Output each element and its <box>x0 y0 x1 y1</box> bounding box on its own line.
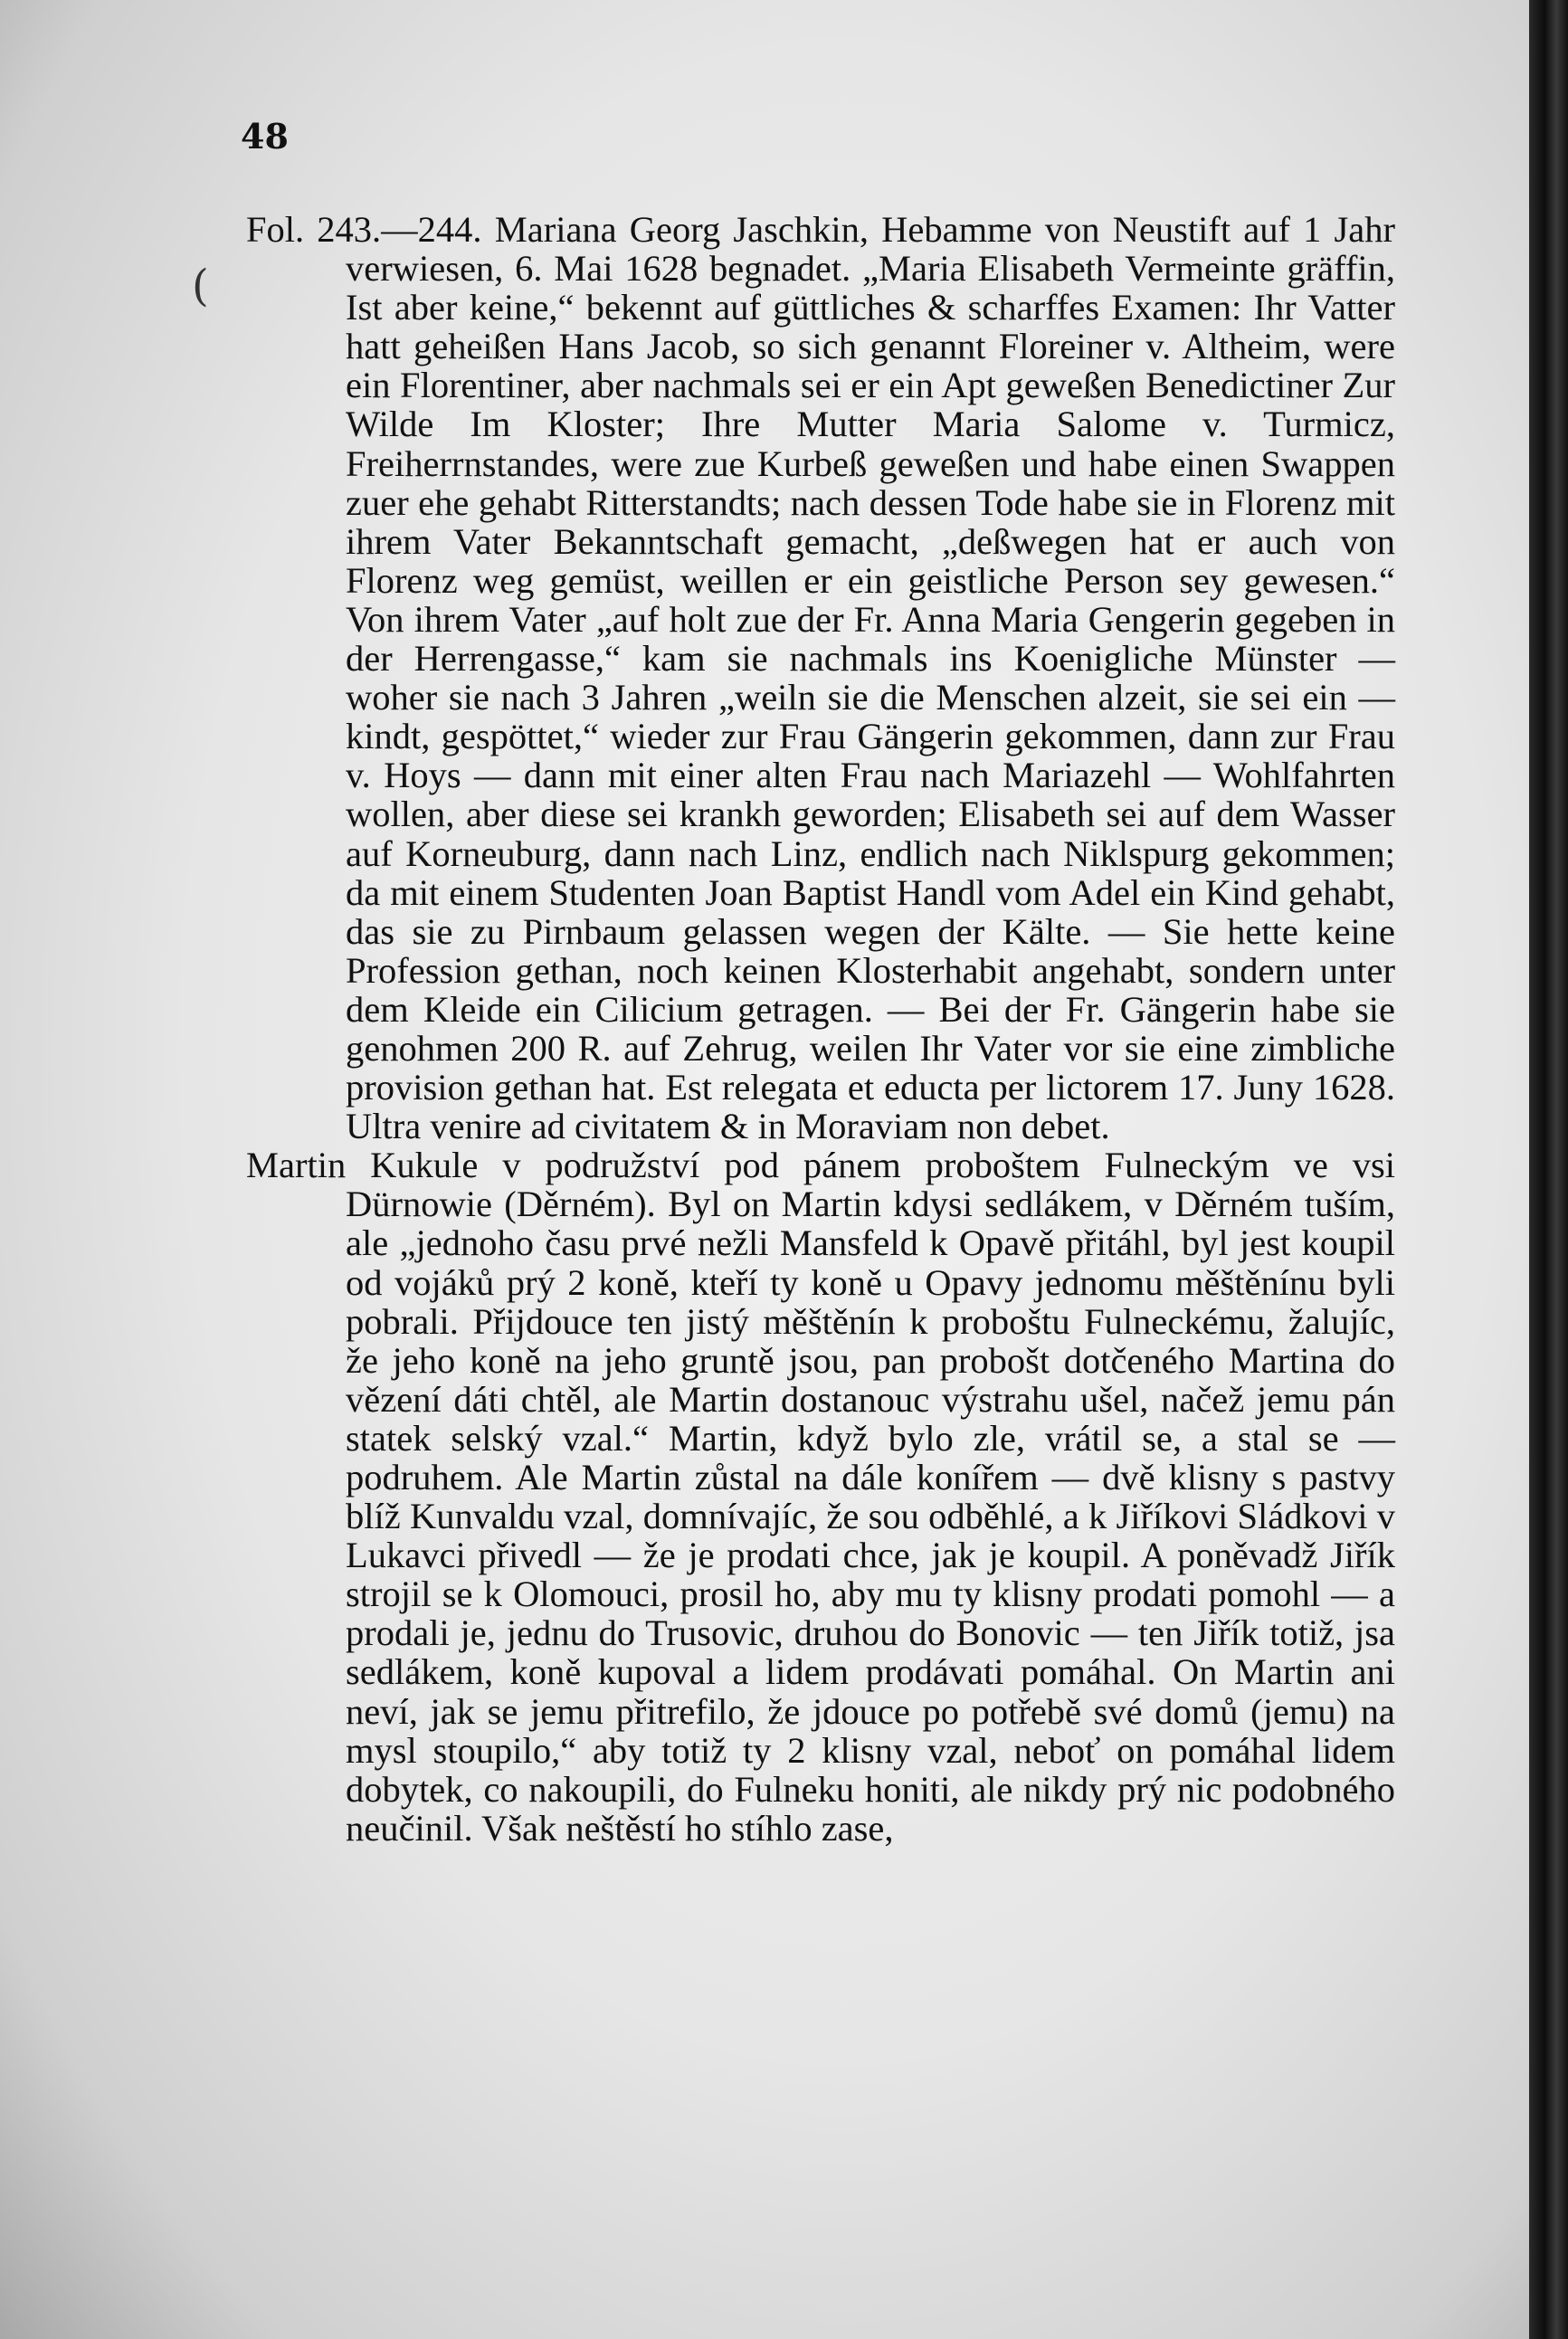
page-number: 48 <box>241 116 289 157</box>
margin-bracket-mark: ( <box>192 261 209 311</box>
entry-text: Mariana Georg Jaschkin, Hebamme von Neustift auf 1 Jahr verwiesen, 6. Mai 1628 begnadet. „Maria Elisabeth Vermeinte gräffin, Ist aber keine,“ bekennt auf güttliches & scharffes Examen: Ihr Vatter hatt geheißen Hans Jacob, so sich genannt Floreiner v. Altheim, were ein Florentiner, aber nachmals sei er ein Apt geweßen Benedictiner Zur Wilde Im Kloster; Ihre Mutter Maria Salome v. Turmicz, Freiherrnstandes, were zue Kurbeß geweßen und habe einen Swappen zuer ehe gehabt Ritterstandts; nach dessen Tode habe sie in Florenz mit ihrem Vater Bekanntschaft gemacht, „deßwegen hat er auch von Florenz weg gemüst, weillen er ein geistliche Person sey gewesen.“ Von ihrem Vater „auf holt zue der Fr. Anna Maria Gengerin gegeben in der Herrengasse,“ kam sie nachmals ins Koenigliche Münster — woher sie nach 3 Jahren „weiln sie die Menschen alzeit, sie sei ein — kindt, gespöttet,“ wieder zur Frau Gängerin gekommen, dann zur Frau v. Hoys — dann mit einer alten Frau nach Mariazehl — Wohlfahrten wollen, aber diese sei krankh geworden; Elisabeth sei auf dem Wasser auf Korneuburg, dann nach Linz, endlich nach Niklspurg gekommen; da mit einem Studenten Joan Baptist Handl vom Adel ein Kind gehabt, das sie zu Pirnbaum gelassen wegen der Kälte. — Sie hette keine Profession gethan, noch keinen Klosterhabit angehabt, sondern unter dem Kleide ein Cilicium getragen. — Bei der Fr. Gängerin habe sie genohmen 200 R. auf Zehrug, weilen Ihr Vater vor sie eine zimbliche provision gethan hat. Est relegata et educta per lictorem 17. Juny 1628. Ultra venire ad civitatem & in Moraviam non debet. <box>346 209 1396 1147</box>
entry-text: v podružství pod pánem proboštem Fulneckým ve vsi Dürnowie (Děrném). Byl on Martin kdysi sedlákem, v Děrném tuším, ale „jednoho času prvé nežli Mansfeld k Opavě přitáhl, byl jest koupil od vojáků prý 2 koně, kteří ty koně u Opavy jednomu měštěnínu byli pobrali. Přijdouce ten jistý měštěnín k proboštu Fulneckému, žalujíc, že jeho koně na jeho gruntě jsou, pan probošt dotčeného Martina do vězení dáti chtěl, ale Martin dostanouc výstrahu ušel, načež jemu pán statek selský vzal.“ Martin, když bylo zle, vrátil se, a stal se — podruhem. Ale Martin zůstal na dále konířem — dvě klisny s pastvy blíž Kunvaldu vzal, domnívajíc, že sou odběhlé, a k Jiříkovi Sládkovi v Lukavci přivedl — že je prodati chce, jak je koupil. A poněvadž Jiřík strojil se k Olomouci, prosil ho, aby mu ty klisny prodati pomohl — a prodali je, jednu do Trusovic, druhou do Bonovic — ten Jiřík totiž, jsa sedlákem, koně kupoval a lidem prodávati pomáhal. On Martin ani neví, jak se jemu přitrefilo, že jdouce po potřebě své domů (jemu) na mysl stoupilo,“ aby totiž ty 2 klisny vzal, neboť on pomáhal lidem dobytek, co nakoupili, do Fulneku honiti, ale nikdy prý nic podobného neučinil. Však neštěstí ho stíhlo zase, <box>346 1145 1396 1849</box>
entry-lead: Martin Kukule <box>246 1145 479 1186</box>
entry-lead: Fol. 243.—244. <box>246 209 482 250</box>
entry-martin-kukule <box>246 1146 1395 1848</box>
entry-fol-243-244 <box>246 210 1395 1146</box>
page-edge-shadow <box>1529 0 1568 2339</box>
body-text <box>246 210 1395 1848</box>
